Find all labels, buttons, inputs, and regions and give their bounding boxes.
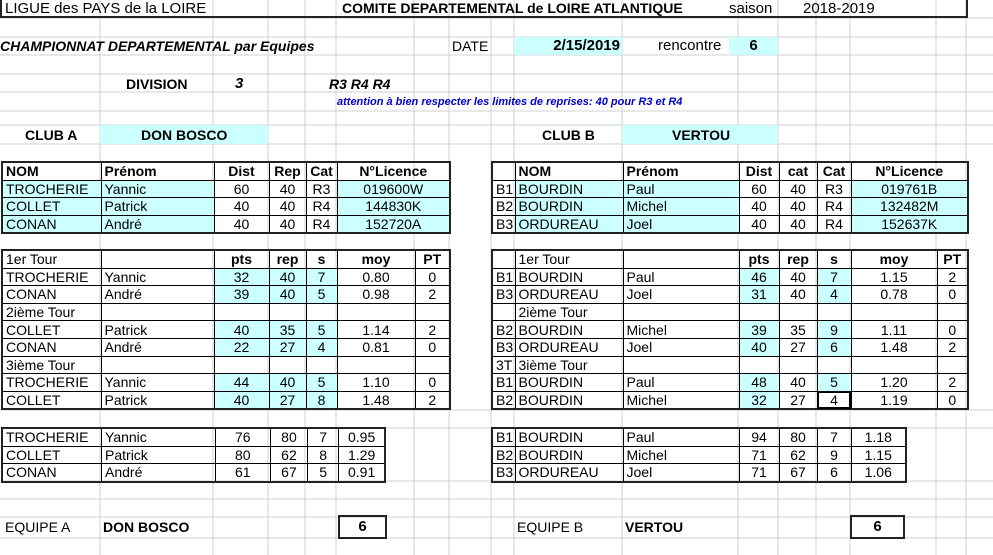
rep-cell[interactable]: 40 <box>269 198 306 216</box>
player-code: B1 <box>492 180 515 198</box>
player-name: ORDUREAU <box>515 338 623 356</box>
table-row <box>2 215 450 233</box>
player-firstname: Paul <box>623 374 739 392</box>
table-row <box>492 356 968 374</box>
moy-cell: 1.48 <box>851 338 937 356</box>
player-firstname: Yannic <box>102 428 216 446</box>
table-row <box>2 303 450 321</box>
series-best: 7 <box>817 428 851 446</box>
header-cell: moy <box>337 250 415 268</box>
pt-cell: 0 <box>415 374 450 392</box>
player-code: B3 <box>492 286 515 304</box>
series-best: 6 <box>817 464 851 482</box>
player-firstname: Paul <box>623 428 739 446</box>
team-b-name: VERTOU <box>625 519 684 535</box>
series-cell[interactable]: 4 <box>817 286 851 304</box>
dist-cell[interactable]: 40 <box>214 215 269 233</box>
player-firstname: Joel <box>623 338 739 356</box>
header-cell: Prénom <box>623 162 739 180</box>
series-cell[interactable]: 4 <box>306 338 337 356</box>
table-row <box>492 268 968 286</box>
player-firstname: Yannic <box>101 374 214 392</box>
totals-b-table <box>491 427 907 483</box>
player-code: B1 <box>492 268 515 286</box>
pts-total: 71 <box>739 464 779 482</box>
rep-total: 80 <box>779 428 817 446</box>
rep-cell[interactable]: 35 <box>779 321 817 339</box>
header-cell <box>623 250 739 268</box>
moy-cell: 1.14 <box>337 321 415 339</box>
rounds-a-table <box>1 249 451 410</box>
player-code: B1 <box>492 428 515 446</box>
player-firstname: Patrick <box>102 446 216 464</box>
rep-cell[interactable]: 27 <box>269 391 306 409</box>
player-firstname[interactable]: Patrick <box>101 198 214 216</box>
club-a-name: DON BOSCO <box>141 127 228 143</box>
header-cell: N°Licence <box>851 162 968 180</box>
player-name: COLLET <box>2 391 101 409</box>
licence-cell[interactable]: 132482M <box>851 198 968 216</box>
pt-cell: 0 <box>937 286 968 304</box>
rep-total: 80 <box>270 428 307 446</box>
player-firstname: André <box>102 464 216 482</box>
cat-cell[interactable]: R4 <box>817 198 851 216</box>
pts-total: 80 <box>215 446 270 464</box>
pts-cell[interactable]: 40 <box>214 391 269 409</box>
pts-cell[interactable]: 48 <box>739 374 779 392</box>
table-row <box>2 286 450 304</box>
player-name: CONAN <box>2 464 102 482</box>
rep-cell[interactable]: 40 <box>779 215 817 233</box>
season-label: saison <box>729 0 773 17</box>
pts-cell[interactable]: 22 <box>214 338 269 356</box>
table-row <box>2 374 450 392</box>
cat-cell[interactable]: R4 <box>306 215 337 233</box>
season-value[interactable]: 2018-2019 <box>803 0 875 17</box>
rep-cell[interactable]: 40 <box>269 215 306 233</box>
match-value: 6 <box>749 37 758 54</box>
series-cell[interactable]: 9 <box>817 321 851 339</box>
moy-cell: 0.81 <box>337 338 415 356</box>
player-name: COLLET <box>2 446 102 464</box>
header-cell: pts <box>739 250 779 268</box>
player-firstname: Yannic <box>101 268 214 286</box>
player-name: ORDUREAU <box>515 286 623 304</box>
table-row <box>2 391 450 409</box>
series-cell[interactable]: 5 <box>306 321 337 339</box>
club-a-label: CLUB A <box>25 127 78 143</box>
moy-cell: 1.10 <box>337 374 415 392</box>
dist-cell[interactable]: 60 <box>214 180 269 198</box>
header-cell: moy <box>851 250 937 268</box>
rep-cell[interactable]: 35 <box>269 321 306 339</box>
round-label: 1er Tour <box>2 250 101 268</box>
player-code: B3 <box>492 338 515 356</box>
player-firstname: Paul <box>623 268 739 286</box>
header-cell: rep <box>269 250 306 268</box>
rep-cell[interactable]: 40 <box>779 198 817 216</box>
round-label: 2ième Tour <box>515 303 623 321</box>
championship-title: CHAMPIONNAT DEPARTEMENTAL par Equipes <box>0 38 315 54</box>
rep-total: 67 <box>270 464 307 482</box>
header-cell: Cat <box>817 162 851 180</box>
series-best: 7 <box>308 428 339 446</box>
pt-cell: 2 <box>415 391 450 409</box>
pts-total: 61 <box>215 464 270 482</box>
round-label: 2ième Tour <box>2 303 101 321</box>
pts-cell[interactable]: 32 <box>739 391 779 409</box>
table-row <box>2 321 450 339</box>
moy-cell: 1.15 <box>851 268 937 286</box>
player-code: B2 <box>492 391 515 409</box>
player-code: B3 <box>492 464 515 482</box>
player-name: BOURDIN <box>515 428 623 446</box>
player-firstname[interactable]: Joel <box>623 215 739 233</box>
table-row <box>492 303 968 321</box>
rep-cell[interactable]: 27 <box>269 338 306 356</box>
totals-a-table <box>1 427 386 483</box>
player-code: B1 <box>492 374 515 392</box>
pt-cell: 2 <box>937 374 968 392</box>
player-firstname: Joel <box>623 286 739 304</box>
series-cell[interactable]: 7 <box>817 268 851 286</box>
table-row <box>2 180 450 198</box>
pt-cell: 2 <box>415 286 450 304</box>
licence-cell[interactable]: 019600W <box>337 180 450 198</box>
committee-title: COMITE DEPARTEMENTAL de LOIRE ATLANTIQUE <box>342 0 683 16</box>
table-row <box>492 180 968 198</box>
pts-total: 71 <box>739 446 779 464</box>
header-cell: PT <box>415 250 450 268</box>
rep-total: 62 <box>779 446 817 464</box>
team-a-score: 6 <box>358 518 367 535</box>
player-name: COLLET <box>2 321 101 339</box>
header-cell: Rep <box>269 162 306 180</box>
pt-cell: 0 <box>937 321 968 339</box>
pts-total: 94 <box>739 428 779 446</box>
moy-cell: 1.19 <box>851 391 937 409</box>
player-code: B2 <box>492 446 515 464</box>
warning-text: attention à bien respecter les limites de reprises: 40 pour R3 et R4 <box>337 96 683 108</box>
rep-cell[interactable]: 40 <box>269 374 306 392</box>
header-cell: PT <box>937 250 968 268</box>
table-row <box>2 356 450 374</box>
table-row <box>492 286 968 304</box>
licence-cell[interactable]: 152720A <box>337 215 450 233</box>
player-firstname[interactable]: Paul <box>623 180 739 198</box>
levels-text: R3 R4 R4 <box>329 76 391 92</box>
table-row <box>2 446 385 464</box>
moy-total: 1.06 <box>851 464 906 482</box>
table-row <box>492 391 968 409</box>
moy-cell: 0.98 <box>337 286 415 304</box>
moy-total: 1.18 <box>851 428 906 446</box>
header-cell <box>101 250 214 268</box>
rep-cell[interactable]: 40 <box>269 268 306 286</box>
series-cell[interactable]: 6 <box>817 338 851 356</box>
cat-cell[interactable]: R4 <box>817 215 851 233</box>
moy-total: 1.15 <box>851 446 906 464</box>
table-row <box>2 198 450 216</box>
header-cell: NOM <box>515 162 623 180</box>
player-name[interactable]: TROCHERIE <box>2 180 101 198</box>
rep-cell[interactable]: 40 <box>269 286 306 304</box>
table-row <box>2 464 385 482</box>
league-title: LIGUE des PAYS de la LOIRE <box>5 0 207 17</box>
moy-cell: 0.80 <box>337 268 415 286</box>
moy-total: 0.91 <box>339 464 385 482</box>
player-name: CONAN <box>2 338 101 356</box>
player-name: BOURDIN <box>515 446 623 464</box>
header-cell: Cat <box>306 162 337 180</box>
pt-cell: 2 <box>415 321 450 339</box>
roster-b-table <box>491 161 969 234</box>
player-name: TROCHERIE <box>2 428 102 446</box>
player-code: B3 <box>492 215 515 233</box>
player-name[interactable]: BOURDIN <box>515 198 623 216</box>
player-name: BOURDIN <box>515 391 623 409</box>
series-cell[interactable]: 5 <box>306 286 337 304</box>
rep-cell[interactable]: 27 <box>779 391 817 409</box>
player-firstname[interactable]: André <box>101 215 214 233</box>
header-cell: NOM <box>2 162 101 180</box>
player-firstname: Michel <box>623 391 739 409</box>
pt-cell: 2 <box>937 338 968 356</box>
rep-cell[interactable]: 40 <box>779 374 817 392</box>
series-best: 5 <box>308 464 339 482</box>
player-name: ORDUREAU <box>515 464 623 482</box>
table-row <box>492 428 906 446</box>
table-row <box>2 428 385 446</box>
rounds-b-table <box>491 249 969 410</box>
round-label: 3ième Tour <box>2 356 101 374</box>
header-cell: pts <box>214 250 269 268</box>
club-b-name: VERTOU <box>672 127 731 143</box>
series-cell[interactable]: 5 <box>817 374 851 392</box>
table-row <box>492 338 968 356</box>
match-label: rencontre <box>658 37 722 54</box>
pts-cell[interactable]: 39 <box>739 321 779 339</box>
player-name: CONAN <box>2 286 101 304</box>
player-firstname: André <box>101 286 214 304</box>
series-best: 8 <box>308 446 339 464</box>
round-label: 1er Tour <box>515 250 623 268</box>
division-value[interactable]: 3 <box>235 75 244 92</box>
team-a-name: DON BOSCO <box>103 519 190 535</box>
pts-total: 76 <box>215 428 270 446</box>
player-code: B2 <box>492 321 515 339</box>
rep-cell[interactable]: 27 <box>779 338 817 356</box>
rep-cell[interactable]: 40 <box>779 268 817 286</box>
header-cell: Dist <box>214 162 269 180</box>
player-firstname: Patrick <box>101 321 214 339</box>
pt-cell: 2 <box>937 268 968 286</box>
player-firstname: Michel <box>623 446 739 464</box>
table-row <box>492 446 906 464</box>
licence-cell[interactable]: 019761B <box>851 180 968 198</box>
player-name[interactable]: COLLET <box>2 198 101 216</box>
series-cell[interactable]: 5 <box>306 374 337 392</box>
player-firstname[interactable]: Michel <box>623 198 739 216</box>
header-cell: rep <box>779 250 817 268</box>
player-name: TROCHERIE <box>2 268 101 286</box>
rep-total: 62 <box>270 446 307 464</box>
player-name[interactable]: ORDUREAU <box>515 215 623 233</box>
club-b-label: CLUB B <box>542 127 595 143</box>
player-firstname: Joel <box>623 464 739 482</box>
roster-a-table <box>1 161 451 234</box>
player-firstname: André <box>101 338 214 356</box>
table-row <box>492 374 968 392</box>
moy-total: 1.29 <box>339 446 385 464</box>
series-best: 9 <box>817 446 851 464</box>
player-firstname[interactable]: Yannic <box>101 180 214 198</box>
header-cell: cat <box>779 162 817 180</box>
pt-cell: 0 <box>415 268 450 286</box>
cat-cell[interactable]: R3 <box>817 180 851 198</box>
table-row <box>492 321 968 339</box>
dist-cell[interactable]: 40 <box>739 215 779 233</box>
cat-cell[interactable]: R3 <box>306 180 337 198</box>
table-row <box>2 268 450 286</box>
division-label: DIVISION <box>126 76 188 92</box>
player-name: TROCHERIE <box>2 374 101 392</box>
moy-total: 0.95 <box>339 428 385 446</box>
team-a-label: EQUIPE A <box>5 519 71 535</box>
pts-cell[interactable]: 39 <box>214 286 269 304</box>
moy-cell: 1.20 <box>851 374 937 392</box>
table-row <box>2 338 450 356</box>
pt-cell: 0 <box>415 338 450 356</box>
dist-cell[interactable]: 40 <box>214 198 269 216</box>
header-cell: s <box>817 250 851 268</box>
date-label: DATE <box>452 38 489 54</box>
pts-cell[interactable]: 40 <box>214 321 269 339</box>
header-cell: Dist <box>739 162 779 180</box>
player-firstname: Patrick <box>101 391 214 409</box>
pt-cell: 0 <box>937 391 968 409</box>
pts-cell[interactable]: 44 <box>214 374 269 392</box>
selected-series-cell[interactable]: 4 <box>817 391 851 409</box>
team-b-score: 6 <box>873 518 882 535</box>
moy-cell: 0.78 <box>851 286 937 304</box>
table-row <box>492 215 968 233</box>
header-cell <box>492 250 515 268</box>
player-code: B2 <box>492 198 515 216</box>
pts-cell[interactable]: 40 <box>739 338 779 356</box>
player-code: 3T <box>492 356 515 374</box>
player-name[interactable]: BOURDIN <box>515 180 623 198</box>
player-name: BOURDIN <box>515 268 623 286</box>
dist-cell[interactable]: 40 <box>739 198 779 216</box>
header-cell: N°Licence <box>337 162 450 180</box>
pts-cell[interactable]: 46 <box>739 268 779 286</box>
player-firstname: Michel <box>623 321 739 339</box>
player-name: BOURDIN <box>515 374 623 392</box>
rep-total: 67 <box>779 464 817 482</box>
pts-cell[interactable]: 31 <box>739 286 779 304</box>
moy-cell: 1.48 <box>337 391 415 409</box>
pts-cell[interactable]: 32 <box>214 268 269 286</box>
table-row <box>492 464 906 482</box>
date-value: 2/15/2019 <box>553 37 620 54</box>
series-cell[interactable]: 8 <box>306 391 337 409</box>
header-cell: Prénom <box>101 162 214 180</box>
team-b-label: EQUIPE B <box>517 519 584 535</box>
rep-cell[interactable]: 40 <box>779 180 817 198</box>
rep-cell[interactable]: 40 <box>269 180 306 198</box>
dist-cell[interactable]: 60 <box>739 180 779 198</box>
table-row <box>492 198 968 216</box>
player-name: BOURDIN <box>515 321 623 339</box>
round-label: 3ième Tour <box>515 356 623 374</box>
licence-cell[interactable]: 152637K <box>851 215 968 233</box>
header-cell: s <box>306 250 337 268</box>
series-cell[interactable]: 7 <box>306 268 337 286</box>
player-name[interactable]: CONAN <box>2 215 101 233</box>
licence-cell[interactable]: 144830K <box>337 198 450 216</box>
cat-cell[interactable]: R4 <box>306 198 337 216</box>
rep-cell[interactable]: 40 <box>779 286 817 304</box>
moy-cell: 1.11 <box>851 321 937 339</box>
header-cell <box>492 162 515 180</box>
